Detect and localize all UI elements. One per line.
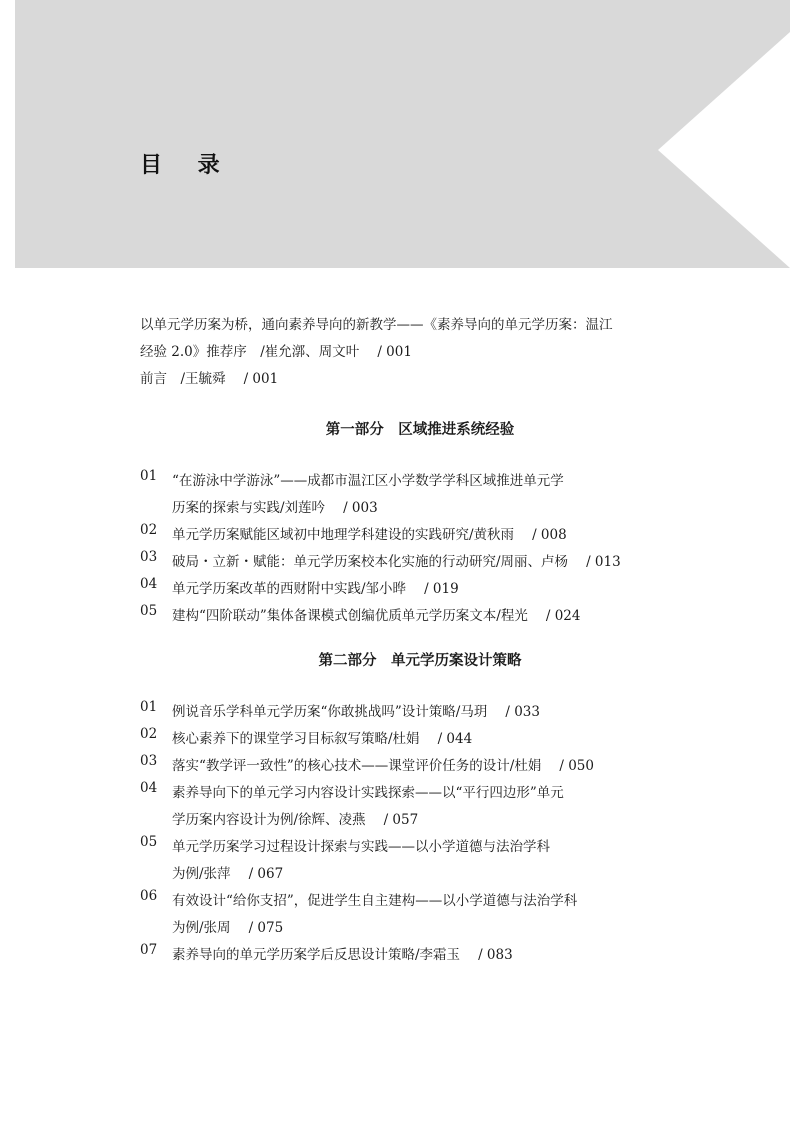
entry-line: 素养导向下的单元学习内容设计实践探索——以“平行四边形”单元 [172,785,564,801]
entry-line: 建构“四阶联动”集体备课模式创编优质单元学历案文本/程光 / 024 [172,608,581,624]
toc-entry[interactable] [140,522,700,549]
entry-line: 核心素养下的课堂学习目标叙写策略/杜娟 / 044 [172,731,473,747]
page-number: / 019 [424,581,459,597]
toc-entry[interactable] [140,834,700,888]
toc-entry[interactable] [140,603,700,630]
entry-number: 02 [140,522,158,538]
entry-line: 以单元学历案为桥，通向素养导向的新教学——《素养导向的单元学历案：温江 [140,317,613,333]
entry-number: 04 [140,576,158,592]
part-title: 第二部分 单元学历案设计策略 [318,653,522,669]
page-number: / 044 [437,731,473,747]
header-arrow-decoration [15,0,790,268]
part-title: 第一部分 区域推进系统经验 [325,422,515,438]
entry-line: 素养导向的单元学历案学后反思设计策略/李霜玉 / 083 [172,947,513,963]
header-band [15,0,790,268]
entry-number: 01 [140,468,158,484]
toc-entry-preface[interactable] [140,366,700,393]
entry-number: 02 [140,726,158,742]
entry-line: 落实“教学评一致性”的核心技术——课堂评价任务的设计/杜娟 / 050 [172,758,594,774]
toc-entry[interactable] [140,780,700,834]
page-number: / 001 [243,371,279,387]
toc-entry[interactable] [140,699,700,726]
entry-line: 历案的探索与实践/刘莲吟 / 003 [172,500,378,516]
entry-line: “在游泳中学游泳”——成都市温江区小学数学学科区域推进单元学 [172,473,564,489]
entry-number: 01 [140,699,158,715]
page-number: / 001 [377,344,412,360]
toc-entry[interactable] [140,468,700,522]
toc-entry[interactable] [140,753,700,780]
entry-line: 例说音乐学科单元学历案“你敢挑战吗”设计策略/马玥 / 033 [172,704,540,720]
entry-number: 03 [140,549,158,565]
page-number: / 033 [505,704,540,720]
entry-line: 前言 /王毓舜 / 001 [140,371,279,387]
entry-number: 05 [140,603,158,619]
entry-number: 04 [140,780,158,796]
entry-number: 06 [140,888,158,904]
entry-line: 经验 2.0》推荐序 /崔允漷、周文叶 / 001 [140,344,412,360]
entry-line: 为例/张萍 / 067 [172,866,284,882]
entry-line: 破局・立新・赋能：单元学历案校本化实施的行动研究/周丽、卢杨 / 013 [172,554,621,570]
page-number: / 003 [343,500,378,516]
toc-entry[interactable] [140,576,700,603]
page-number: / 050 [559,758,594,774]
page-number: / 057 [383,812,419,828]
page-number: / 075 [248,920,284,936]
entry-line: 为例/张周 / 075 [172,920,284,936]
entry-line: 学历案内容设计为例/徐辉、凌燕 / 057 [172,812,419,828]
toc-entry[interactable] [140,549,700,576]
page-number: / 024 [545,608,581,624]
entry-line: 有效设计“给你支招”，促进学生自主建构——以小学道德与法治学科 [172,893,578,909]
entry-line: 单元学历案学习过程设计探索与实践——以小学道德与法治学科 [172,839,550,855]
toc-entry-foreword[interactable] [140,312,700,366]
entry-line: 单元学历案赋能区域初中地理学科建设的实践研究/黄秋雨 / 008 [172,527,567,543]
entry-number: 07 [140,942,158,958]
page-number: / 083 [478,947,513,963]
entry-number: 03 [140,753,158,769]
page-number: / 008 [532,527,567,543]
toc-entry[interactable] [140,942,700,969]
page-number: / 013 [586,554,621,570]
table-of-contents [140,312,700,969]
page-title: 目 录 [140,153,234,178]
toc-entry[interactable] [140,888,700,942]
page-number: / 067 [248,866,284,882]
entry-number: 05 [140,834,158,850]
entry-line: 单元学历案改革的西财附中实践/邹小晔 / 019 [172,581,459,597]
toc-entry[interactable] [140,726,700,753]
